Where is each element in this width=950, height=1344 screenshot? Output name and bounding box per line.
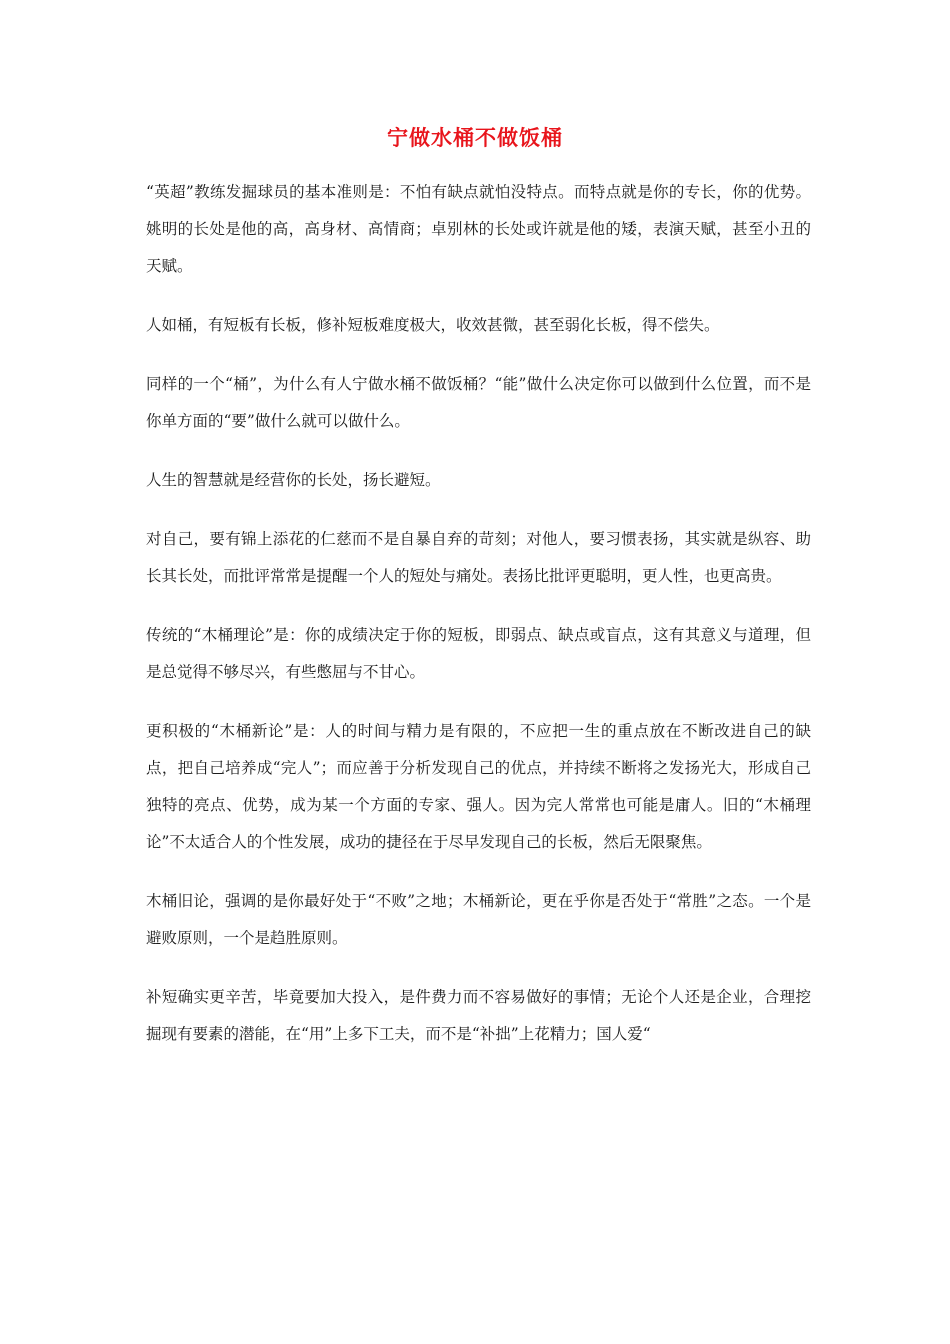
paragraph: 同样的一个“桶”，为什么有人宁做水桶不做饭桶？“能”做什么决定你可以做到什么位置，而不是你单方面的“要”做什么就可以做什么。 bbox=[146, 375, 811, 430]
paragraph: 木桶旧论，强调的是你最好处于“不败”之地；木桶新论，更在乎你是否处于“常胜”之态。一个是避败原则，一个是趋胜原则。 bbox=[146, 892, 811, 947]
paragraph: 传统的“木桶理论”是：你的成绩决定于你的短板，即弱点、缺点或盲点，这有其意义与道理，但是总觉得不够尽兴，有些憋屈与不甘心。 bbox=[146, 626, 811, 681]
paragraph: 补短确实更辛苦，毕竟要加大投入，是件费力而不容易做好的事情；无论个人还是企业，合理挖掘现有要素的潜能，在“用”上多下工夫，而不是“补拙”上花精力；国人爱“ bbox=[146, 988, 811, 1043]
paragraph: 更积极的“木桶新论”是：人的时间与精力是有限的，不应把一生的重点放在不断改进自己的缺点，把自己培养成“完人”；而应善于分析发现自己的优点，并持续不断将之发扬光大，形成自己独特的亮点、优势，成为某一个方面的专家、强人。因为完人常常也可能是庸人。旧的“木桶理论”不太适合人的个性发展，成功的捷径在于尽早发现自己的长板，然后无限聚焦。 bbox=[146, 722, 811, 851]
paragraph: 人如桶，有短板有长板，修补短板难度极大，收效甚微，甚至弱化长板，得不偿失。 bbox=[146, 316, 720, 334]
paragraph: 对自己，要有锦上添花的仁慈而不是自暴自弃的苛刻；对他人，要习惯表扬，其实就是纵容、助长其长处，而批评常常是提醒一个人的短处与痛处。表扬比批评更聪明，更人性，也更高贵。 bbox=[146, 530, 811, 585]
document-body bbox=[146, 174, 811, 1075]
document-title: 宁做水桶不做饭桶 bbox=[387, 126, 563, 150]
paragraph: 人生的智慧就是经营你的长处，扬长避短。 bbox=[146, 471, 441, 489]
paragraph: “英超”教练发掘球员的基本准则是：不怕有缺点就怕没特点。而特点就是你的专长，你的优势。姚明的长处是他的高，高身材、高情商；卓别林的长处或许就是他的矮，表演天赋，甚至小丑的天赋。 bbox=[146, 183, 811, 275]
